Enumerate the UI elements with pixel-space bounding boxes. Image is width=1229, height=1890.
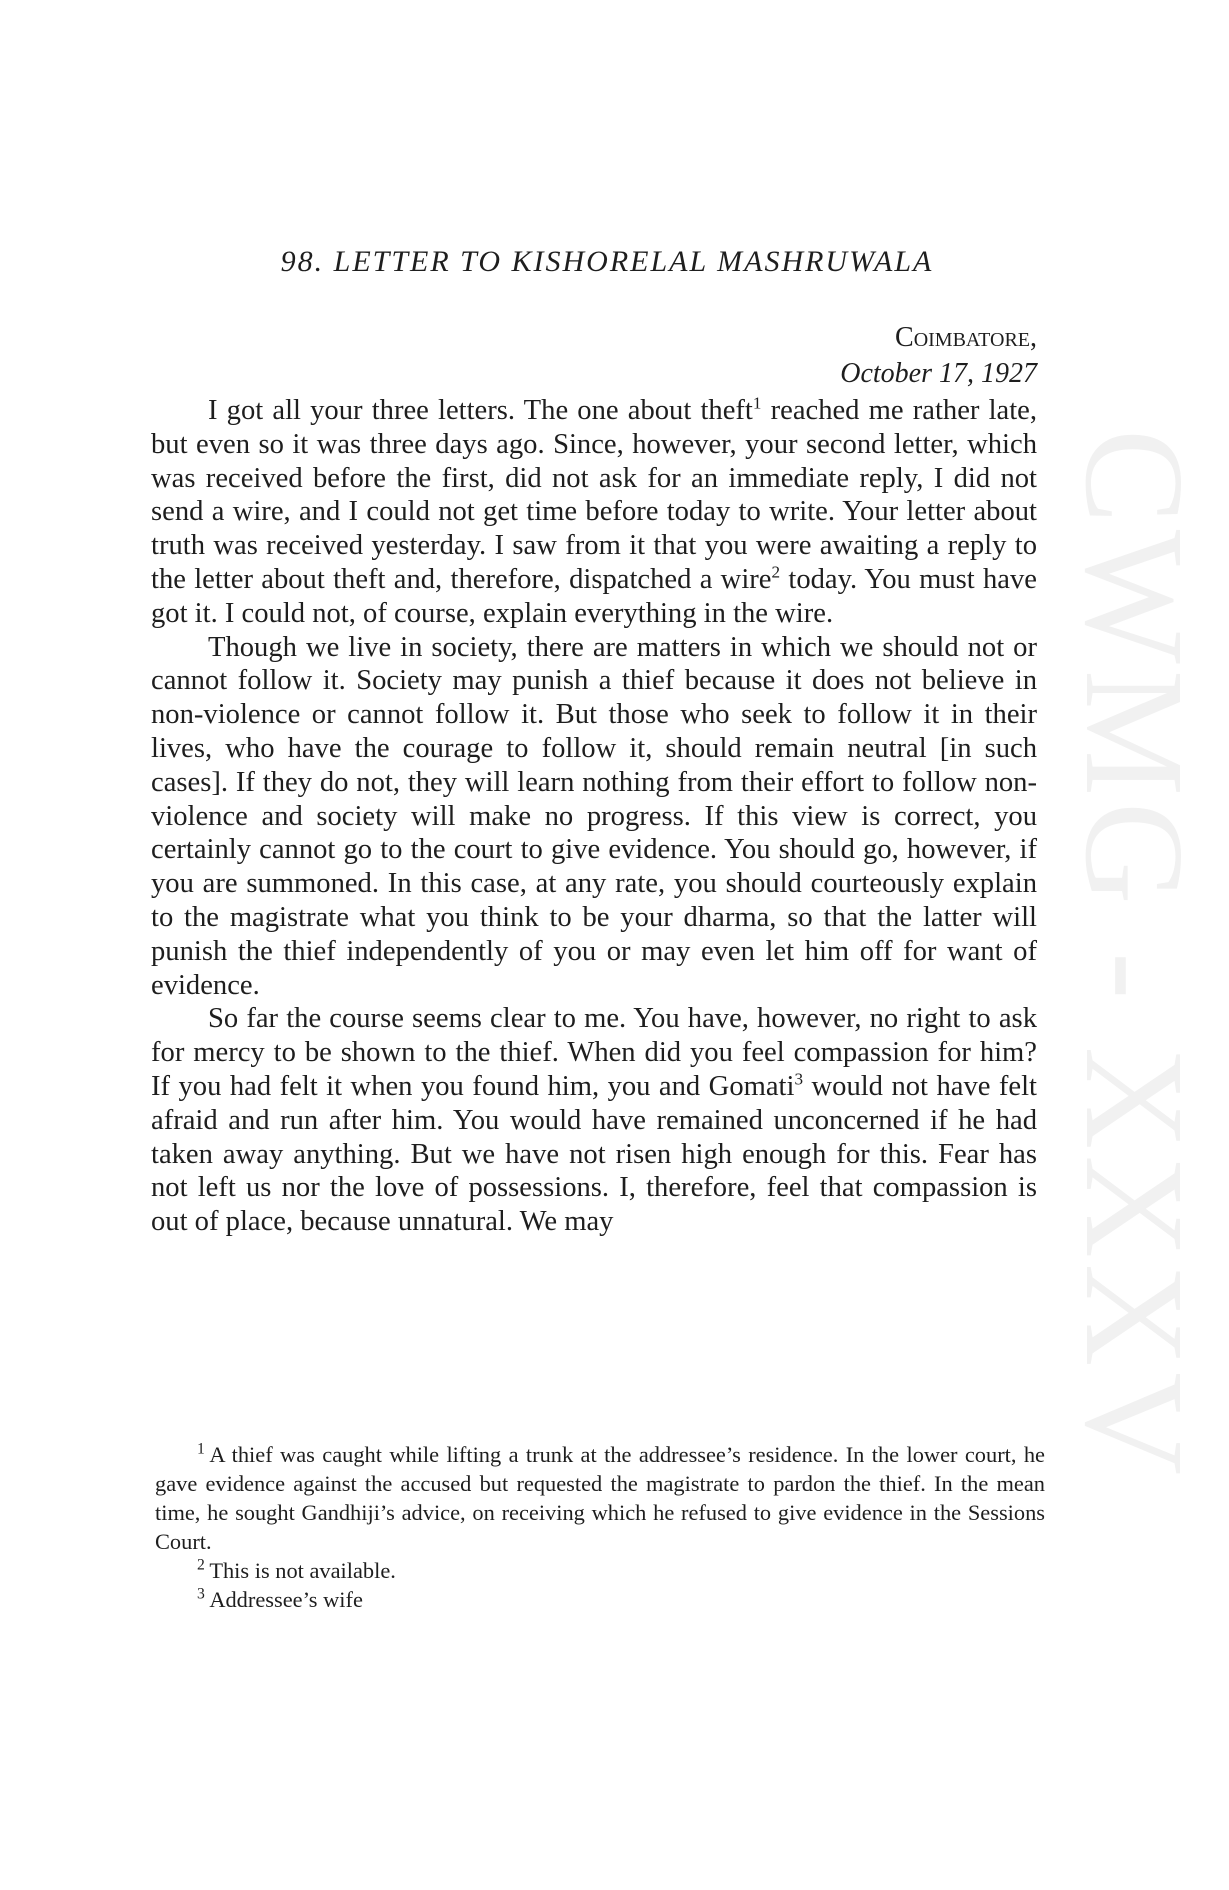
footnote-label: 3 xyxy=(197,1585,205,1603)
paragraph-1 xyxy=(151,394,1037,631)
letter-date: October 17, 1927 xyxy=(840,358,1037,389)
watermark-text: CWMG - XXXV xyxy=(1056,428,1214,1482)
footnotes xyxy=(155,1440,1045,1614)
letter-place: Coimbatore, xyxy=(895,322,1037,353)
footnote-text: A thief was caught while lifting a trunk at the addressee’s residence. In the lower court, he gave evidence against the accused but requested the magistrate to pardon the thief. In the mean time, he sought Gandhiji’s advice, on receiving which he refused to give evidence in the Sessions Court. xyxy=(155,1442,1045,1554)
footnote-label: 2 xyxy=(197,1556,205,1574)
footnote-2 xyxy=(155,1556,1045,1585)
footnote-1 xyxy=(155,1440,1045,1556)
paragraph-text: So far the course seems clear to me. You have, however, no right to ask for mercy to be shown to the thief. When did you feel compassion for him? If you had felt it when you found him, you and Gomati xyxy=(151,1003,1037,1102)
paragraph-text: I got all your three letters. The one about theft xyxy=(208,395,753,426)
footnote-ref-2: 2 xyxy=(771,562,781,582)
paragraph-text: would not have felt afraid and run after him. You would have remained unconcerned if he had taken away anything. But we have not risen high enough for this. Fear has not left us nor the love of possessions. I, therefore, feel that compassion is out of place, because unnatural. We may xyxy=(151,1070,1037,1238)
footnote-ref-1: 1 xyxy=(752,393,762,413)
letter-page xyxy=(151,245,1037,1239)
paragraph-text: today. You must have got it. I could not, of course, explain everything in the wire. xyxy=(151,563,1037,629)
footnote-text: This is not available. xyxy=(209,1558,396,1583)
paragraph-2 xyxy=(151,631,1037,1003)
footnote-ref-3: 3 xyxy=(794,1069,804,1089)
paragraph-3 xyxy=(151,1002,1037,1239)
footnote-3 xyxy=(155,1585,1045,1614)
watermark xyxy=(1040,425,1229,1485)
paragraph-text: reached me rather late, but even so it was three days ago. Since, however, your second letter, which was received before the first, did not ask for an immediate reply, I did not send a wire, and I could not get time before today to write. Your letter about truth was received yesterday. I saw from it that you were awaiting a reply to the letter about theft and, therefore, dispatched a wire xyxy=(151,395,1037,595)
footnote-label: 1 xyxy=(197,1440,205,1458)
letter-title: 98. LETTER TO KISHORELAL MASHRUWALA xyxy=(280,245,934,278)
letter-body xyxy=(151,394,1037,1239)
paragraph-text: Though we live in society, there are matters in which we should not or cannot follow it. Society may punish a thief because it does not believe in non-violence or cannot follow it. But those who seek to follow it in their lives, who have the courage to follow it, should remain neutral [in such cases]. If they do not, they will learn nothing from their effort to follow non-violence and society will make no progress. If this view is correct, you certainly cannot go to the court to give evidence. You should go, however, if you are summoned. In this case, at any rate, you should courteously explain to the magistrate what you think to be your dharma, so that the latter will punish the thief independently of you or may even let him off for want of evidence. xyxy=(151,631,1037,1001)
footnote-text: Addressee’s wife xyxy=(209,1587,363,1612)
